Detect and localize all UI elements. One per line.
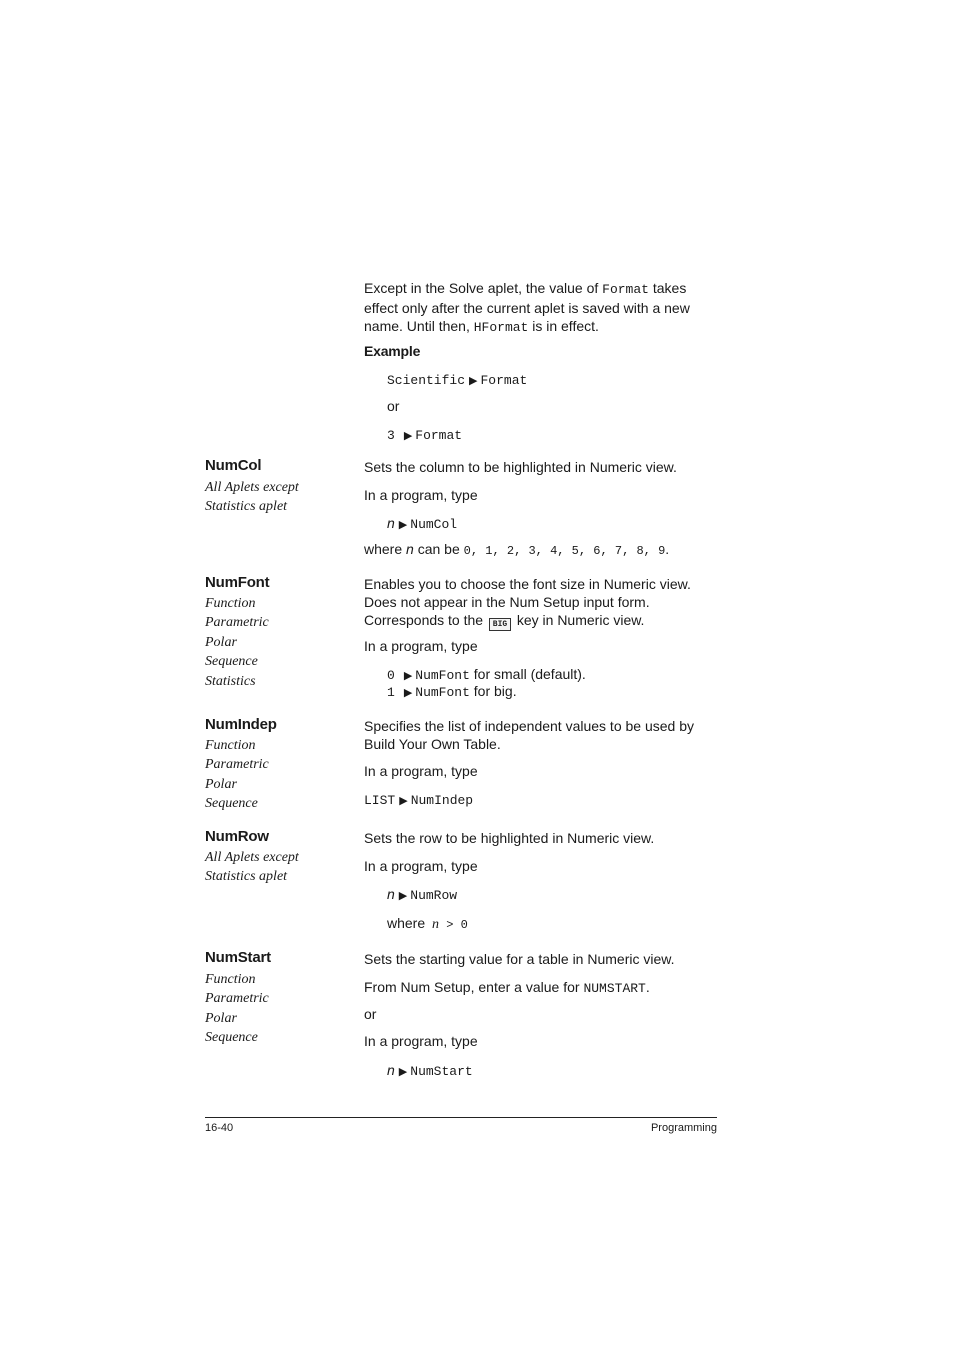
format-desc-text: name. Until then, bbox=[364, 318, 474, 334]
example-code: 3 bbox=[387, 428, 395, 443]
numrow-where bbox=[387, 914, 468, 934]
format-description bbox=[364, 279, 690, 337]
store-arrow-icon: ▶ bbox=[403, 430, 413, 442]
where-text: where bbox=[364, 541, 407, 557]
where-text: . bbox=[665, 541, 670, 557]
aplet-name: Parametric bbox=[205, 615, 269, 631]
aplet-name: All Aplets except bbox=[205, 480, 299, 495]
setup-text: . bbox=[645, 979, 650, 995]
numfont-in-program: In a program, type bbox=[364, 638, 478, 654]
numindep-desc-text: Specifies the list of independent values to be used by bbox=[364, 718, 694, 734]
numfont-heading: NumFont bbox=[205, 574, 270, 591]
format-desc-text: is in effect. bbox=[528, 318, 599, 334]
aplet-name: Polar bbox=[205, 634, 237, 650]
numfont-desc-text: key in Numeric view. bbox=[512, 612, 645, 628]
aplet-name: Statistics bbox=[205, 673, 256, 689]
where-text: where bbox=[387, 915, 430, 931]
var-n: n bbox=[387, 1062, 395, 1078]
store-arrow-icon: ▶ bbox=[399, 795, 408, 807]
numstart-aplets bbox=[205, 970, 269, 1048]
store-arrow-icon: ▶ bbox=[469, 375, 478, 387]
var-n: n bbox=[406, 541, 414, 557]
aplet-name: Sequence bbox=[205, 1030, 258, 1046]
format-desc-text: takes bbox=[648, 280, 687, 296]
aplet-name: Parametric bbox=[205, 991, 269, 1007]
syntax-target: NumRow bbox=[410, 888, 458, 903]
numstart-syntax bbox=[387, 1061, 473, 1081]
numfont-aplets bbox=[205, 594, 269, 691]
big-key-icon: BIG bbox=[489, 618, 511, 631]
aplet-name: Parametric bbox=[205, 757, 269, 773]
numindep-syntax bbox=[364, 790, 473, 810]
numcol-description: Sets the column to be highlighted in Numeric view. bbox=[364, 459, 677, 475]
aplet-name: All Aplets except bbox=[205, 850, 299, 865]
numrow-syntax bbox=[387, 885, 457, 905]
numindep-in-program: In a program, type bbox=[364, 763, 478, 779]
format-desc-text: Except in the Solve aplet, the value of bbox=[364, 280, 603, 296]
aplet-name: Function bbox=[205, 972, 256, 987]
numindep-description bbox=[364, 717, 694, 753]
store-arrow-icon: ▶ bbox=[398, 1066, 408, 1078]
numindep-aplets bbox=[205, 736, 269, 814]
numcol-heading: NumCol bbox=[205, 457, 262, 474]
var-n: n bbox=[432, 917, 440, 932]
example-target: Format bbox=[480, 373, 528, 388]
numstart-heading: NumStart bbox=[205, 949, 271, 966]
example-or: or bbox=[387, 398, 400, 414]
numcol-syntax bbox=[387, 514, 457, 534]
aplet-name: Function bbox=[205, 596, 256, 611]
setup-text: From Num Setup, enter a value for bbox=[364, 979, 584, 995]
syntax-target: NumFont bbox=[415, 668, 470, 683]
aplet-name: Sequence bbox=[205, 796, 258, 812]
numfont-description bbox=[364, 575, 691, 631]
numindep-desc-text: Build Your Own Table. bbox=[364, 736, 501, 752]
numstart-or: or bbox=[364, 1006, 377, 1022]
numstart-in-program: In a program, type bbox=[364, 1033, 478, 1049]
store-arrow-icon: ▶ bbox=[403, 670, 413, 682]
numfont-desc-text: Enables you to choose the font size in Numeric view. bbox=[364, 576, 691, 592]
example-heading: Example bbox=[364, 343, 421, 359]
aplet-name: Statistics aplet bbox=[205, 499, 288, 515]
hformat-code: HFormat bbox=[473, 320, 529, 335]
var-n: n bbox=[387, 886, 395, 902]
option-code: 1 bbox=[387, 685, 395, 700]
syntax-target: NumCol bbox=[410, 517, 458, 532]
store-arrow-icon: ▶ bbox=[403, 687, 413, 699]
store-arrow-icon: ▶ bbox=[398, 890, 408, 902]
numcol-in-program: In a program, type bbox=[364, 487, 478, 503]
section-name: Programming bbox=[650, 1122, 717, 1134]
where-text: can be bbox=[413, 541, 464, 557]
numrow-aplets bbox=[205, 848, 299, 887]
option-desc: for small (default). bbox=[469, 666, 586, 682]
example-target: Format bbox=[415, 428, 463, 443]
aplet-name: Sequence bbox=[205, 654, 258, 670]
syntax-code: LIST bbox=[364, 793, 396, 808]
aplet-name: Function bbox=[205, 738, 256, 753]
store-arrow-icon: ▶ bbox=[398, 519, 408, 531]
option-code: 0 bbox=[387, 668, 395, 683]
aplet-name: Statistics aplet bbox=[205, 869, 288, 885]
example-line-1 bbox=[387, 370, 527, 390]
syntax-target: NumStart bbox=[410, 1064, 473, 1079]
format-code: Format bbox=[602, 282, 649, 297]
numstart-setup bbox=[364, 978, 650, 998]
example-code: Scientific bbox=[387, 373, 466, 388]
example-line-2 bbox=[387, 425, 462, 445]
aplet-name: Polar bbox=[205, 1010, 237, 1026]
var-n: n bbox=[387, 515, 395, 531]
numrow-heading: NumRow bbox=[205, 828, 269, 845]
syntax-target: NumFont bbox=[415, 685, 470, 700]
footer-rule bbox=[205, 1117, 717, 1118]
numrow-description: Sets the row to be highlighted in Numeric view. bbox=[364, 830, 655, 846]
syntax-target: NumIndep bbox=[410, 793, 474, 808]
numstart-description: Sets the starting value for a table in Numeric view. bbox=[364, 951, 675, 967]
numstart-code: NUMSTART bbox=[583, 981, 646, 996]
numfont-desc-text: Corresponds to the bbox=[364, 612, 487, 628]
numcol-where bbox=[364, 540, 669, 560]
numrow-in-program: In a program, type bbox=[364, 858, 478, 874]
where-values: 0, 1, 2, 3, 4, 5, 6, 7, 8, 9 bbox=[463, 544, 666, 558]
numfont-option-big bbox=[387, 682, 517, 702]
aplet-name: Polar bbox=[205, 776, 237, 792]
numindep-heading: NumIndep bbox=[205, 716, 277, 733]
numfont-desc-text: Does not appear in the Num Setup input form. bbox=[364, 594, 650, 610]
where-condition: > 0 bbox=[439, 918, 468, 932]
option-desc: for big. bbox=[469, 683, 517, 699]
format-desc-text: effect only after the current aplet is saved with a new bbox=[364, 300, 690, 316]
page-number: 16-40 bbox=[205, 1122, 234, 1134]
numcol-aplets bbox=[205, 478, 299, 517]
